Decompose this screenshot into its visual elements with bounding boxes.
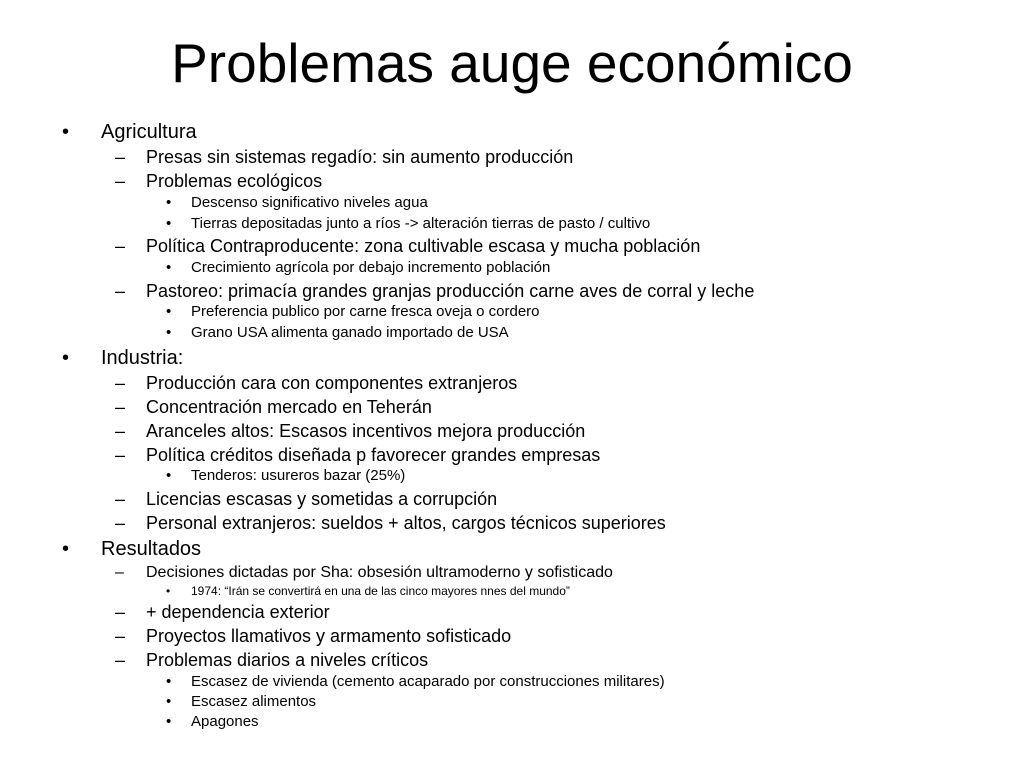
item-text: Aranceles altos: Escasos incentivos mejora producción bbox=[146, 421, 586, 441]
bullet-marker: • bbox=[166, 467, 172, 484]
subitem-text: Escasez alimentos bbox=[191, 693, 317, 710]
subitem-text: Escasez de vivienda (cemento acaparado por construcciones militares) bbox=[191, 673, 665, 690]
subitem-text: Tenderos: usureros bazar (25%) bbox=[191, 467, 406, 484]
item-text: Producción cara con componentes extranjeros bbox=[146, 373, 518, 393]
bullet-marker: • bbox=[166, 693, 172, 710]
item-text: Problemas diarios a niveles críticos bbox=[146, 650, 429, 670]
subitem-text: Tierras depositadas junto a ríos -> alteración tierras de pasto / cultivo bbox=[191, 215, 651, 232]
item-text: Proyectos llamativos y armamento sofisticado bbox=[146, 626, 512, 646]
dash-marker: – bbox=[115, 147, 126, 167]
slide-title: Problemas auge económico bbox=[171, 32, 853, 94]
subitem-text: Crecimiento agrícola por debajo incremento población bbox=[191, 259, 551, 276]
item-text: Política créditos diseñada p favorecer grandes empresas bbox=[146, 445, 601, 465]
bullet-marker: • bbox=[166, 713, 172, 730]
bullet-marker: • bbox=[166, 584, 171, 598]
dash-marker: – bbox=[115, 171, 126, 191]
item-text: + dependencia exterior bbox=[146, 602, 330, 622]
dash-marker: – bbox=[115, 445, 126, 465]
subitem-text: 1974: “Irán se convertirá en una de las cinco mayores nnes del mundo” bbox=[191, 584, 570, 598]
item-text: Concentración mercado en Teherán bbox=[146, 397, 432, 417]
dash-marker: – bbox=[115, 373, 126, 393]
item-text: Problemas ecológicos bbox=[146, 171, 323, 191]
section-label: Industria: bbox=[101, 347, 184, 369]
bullet-marker: • bbox=[62, 121, 70, 143]
item-text: Licencias escasas y sometidas a corrupción bbox=[146, 489, 498, 509]
subitem-text: Preferencia publico por carne fresca oveja o cordero bbox=[191, 303, 540, 320]
bullet-marker: • bbox=[166, 303, 172, 320]
dash-marker: – bbox=[115, 650, 126, 670]
item-text: Pastoreo: primacía grandes granjas producción carne aves de corral y leche bbox=[146, 281, 755, 301]
dash-marker: – bbox=[115, 489, 126, 509]
bullet-marker: • bbox=[166, 673, 172, 690]
dash-marker: – bbox=[115, 236, 126, 256]
dash-marker: – bbox=[115, 513, 126, 533]
bullet-marker: • bbox=[166, 259, 172, 276]
bullet-marker: • bbox=[166, 324, 172, 341]
subitem-text: Apagones bbox=[191, 713, 259, 730]
bullet-marker: • bbox=[62, 347, 70, 369]
section-label: Agricultura bbox=[101, 121, 197, 143]
bullet-marker: • bbox=[166, 215, 172, 232]
section-label: Resultados bbox=[101, 538, 202, 560]
item-text: Decisiones dictadas por Sha: obsesión ultramoderno y sofisticado bbox=[146, 564, 613, 581]
item-text: Política Contraproducente: zona cultivable escasa y mucha población bbox=[146, 236, 701, 256]
dash-marker: – bbox=[115, 626, 126, 646]
bullet-marker: • bbox=[62, 538, 70, 560]
dash-marker: – bbox=[115, 602, 126, 622]
dash-marker: – bbox=[115, 281, 126, 301]
item-text: Presas sin sistemas regadío: sin aumento producción bbox=[146, 147, 574, 167]
subitem-text: Grano USA alimenta ganado importado de USA bbox=[191, 324, 509, 341]
bullet-marker: • bbox=[166, 194, 172, 211]
item-text: Personal extranjeros: sueldos + altos, cargos técnicos superiores bbox=[146, 513, 666, 533]
subitem-text: Descenso significativo niveles agua bbox=[191, 194, 428, 211]
dash-marker: – bbox=[115, 397, 126, 417]
dash-marker: – bbox=[115, 421, 126, 441]
dash-marker: – bbox=[115, 564, 124, 581]
